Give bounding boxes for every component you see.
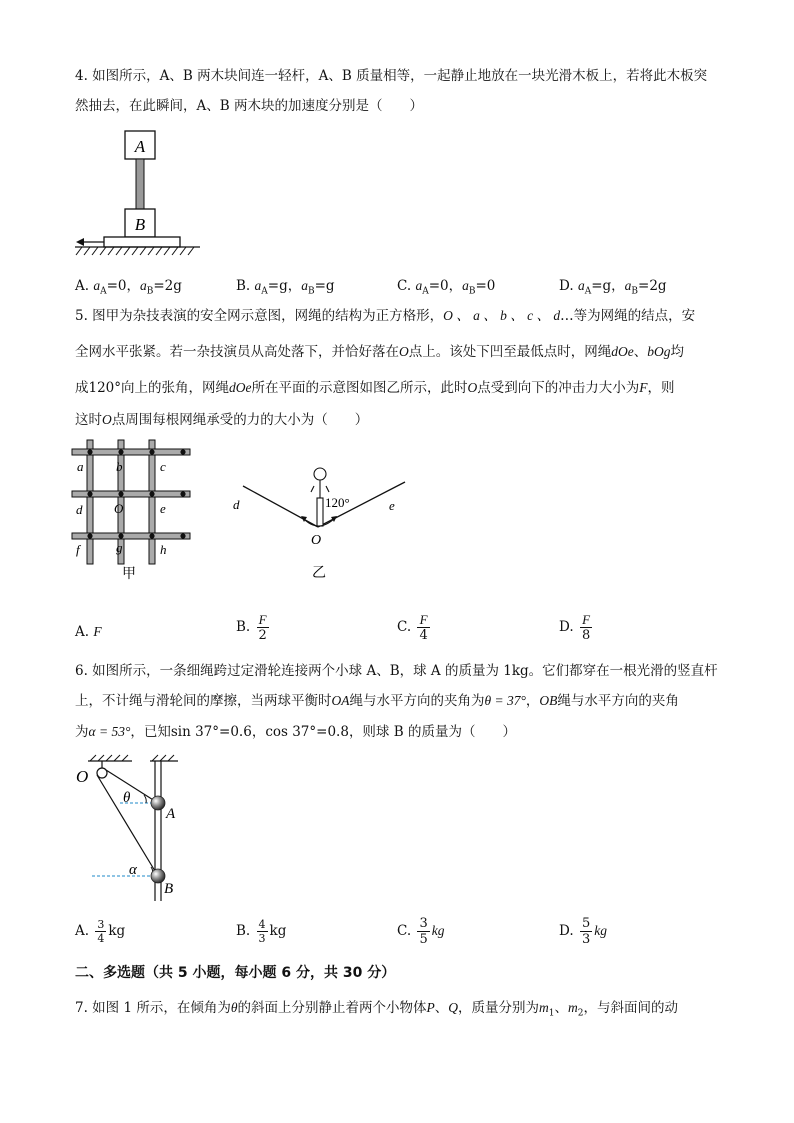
q6-option-b[interactable]: B. $\frac{4}{3}$ kg bbox=[236, 918, 287, 945]
q4-stem-line2: 然抽去，在此瞬间，A、B 两木块的加速度分别是（ ） bbox=[75, 98, 423, 114]
q5-stem-line1: 5. 图甲为杂技表演的安全网示意图，网绳的结构为正方格形，O 、 a 、 b 、 c 、 d…等为网绳的结点，安 bbox=[75, 308, 696, 324]
knot-label-g: g bbox=[116, 540, 123, 555]
knot-label-c: c bbox=[160, 459, 166, 474]
q5-option-a[interactable]: A. F bbox=[75, 624, 102, 640]
q4-option-a[interactable]: A. $a_A=0$，$a_B=2g$ bbox=[75, 278, 182, 297]
ball-b bbox=[151, 869, 165, 883]
q5-option-d[interactable]: D. $\frac{F}{8}$ bbox=[559, 612, 591, 643]
ceiling-left-hatch bbox=[90, 755, 128, 761]
ground-hatching bbox=[76, 247, 194, 255]
q6-option-d[interactable]: D. $\frac{5}{3}$ kg bbox=[559, 916, 607, 947]
ball-a bbox=[151, 796, 165, 810]
q5-figure-yi bbox=[225, 460, 415, 585]
q5-option-b[interactable]: B. $\frac{F}{2}$ bbox=[236, 612, 267, 643]
section-heading-multiple-choice: 二、多选题（共 5 小题，每小题 6 分，共 30 分） bbox=[75, 965, 396, 981]
fig-jia-caption: 甲 bbox=[122, 567, 136, 582]
knot-label-b: b bbox=[116, 459, 123, 474]
knot-label-e: e bbox=[160, 501, 166, 516]
angle-label: 120° bbox=[325, 495, 350, 510]
q6-option-c[interactable]: C. $\frac{3}{5}$ kg bbox=[397, 916, 445, 947]
q4-option-b[interactable]: B. $a_A=g$，$a_B=g$ bbox=[236, 278, 335, 297]
q5-stem-line4: 这时O点周围每根网绳承受的力的大小为（ ） bbox=[75, 412, 369, 428]
q4-option-d[interactable]: D. $a_A=g$，$a_B=2g$ bbox=[559, 278, 667, 297]
rope-label-d: d bbox=[233, 497, 240, 512]
fig-yi-caption: 乙 bbox=[312, 566, 326, 581]
knot-label-h: h bbox=[160, 542, 167, 557]
smooth-board bbox=[104, 237, 180, 247]
angle-label-theta: θ bbox=[123, 790, 131, 806]
q6-stem-line1: 6. 如图所示，一条细绳跨过定滑轮连接两个小球 A、B，球 A 的质量为 1kg。它们都穿在一根光滑的竖直杆 bbox=[75, 663, 718, 679]
knot-label-a: a bbox=[77, 459, 84, 474]
q4-option-c[interactable]: C. $a_A=0$，$a_B=0$ bbox=[397, 278, 496, 297]
point-label-o: O bbox=[76, 767, 89, 786]
light-rod bbox=[136, 159, 144, 209]
angle-label-alpha: α bbox=[129, 862, 137, 878]
q5-figure-jia bbox=[72, 440, 197, 585]
ball-label-b: B bbox=[164, 881, 174, 897]
block-a-label: A bbox=[134, 137, 146, 156]
rope-oa bbox=[106, 770, 158, 803]
q4-stem-line1: 4. 如图所示，A、B 两木块间连一轻杆，A、B 质量相等，一起静止地放在一块光滑木板上，若将此木板突 bbox=[75, 68, 708, 84]
block-b-label: B bbox=[134, 215, 146, 234]
ceiling-right-hatch bbox=[152, 755, 174, 761]
q5-stem-line3: 成120°向上的张角，网绳dOe所在平面的示意图如图乙所示，此时O点受到向下的冲击力大小为F，则 bbox=[75, 380, 675, 396]
q7-stem-line1: 7. 如图 1 所示，在倾角为θ的斜面上分别静止着两个小物体P、Q，质量分别为$m_1$、$m_2$，与斜面间的动 bbox=[75, 1000, 678, 1019]
pull-arrow-head bbox=[76, 238, 84, 246]
q6-figure bbox=[74, 756, 194, 901]
q6-option-a[interactable]: A. $\frac{3}{4}$ kg bbox=[75, 918, 126, 945]
rope-label-e: e bbox=[389, 498, 395, 513]
knot-label-d: d bbox=[76, 502, 83, 517]
ball-label-a: A bbox=[166, 806, 176, 822]
point-label-o: O bbox=[311, 533, 322, 548]
theta-arc bbox=[144, 795, 146, 803]
knot-label-o: O bbox=[114, 501, 124, 516]
q4-figure bbox=[70, 128, 210, 258]
knot-label-f: f bbox=[76, 542, 80, 557]
q5-stem-line2: 全网水平张紧。若一杂技演员从高处落下，并恰好落在O点上。该处下凹至最低点时，网绳dOe、bOg均 bbox=[75, 344, 684, 360]
q6-stem-line3: 为α = 53°，已知sin 37°=0.6，cos 37°=0.8，则球 B 的质量为（ ） bbox=[75, 724, 516, 740]
q6-stem-line2: 上，不计绳与滑轮间的摩擦，当两球平衡时OA绳与水平方向的夹角为θ = 37°，OB绳与水平方向的夹角 bbox=[75, 693, 679, 709]
q5-option-c[interactable]: C. $\frac{F}{4}$ bbox=[397, 612, 428, 643]
